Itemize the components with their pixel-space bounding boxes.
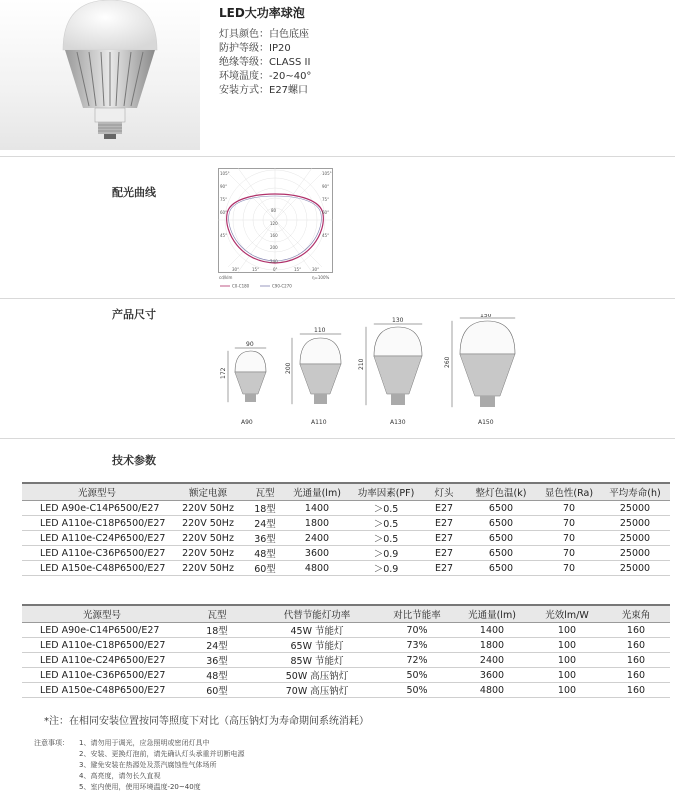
table-cell: E27 bbox=[424, 516, 464, 531]
unit-efficiency: η=100% bbox=[312, 275, 330, 280]
table-cell: ＞0.9 bbox=[348, 561, 424, 576]
angle-label-left-60: 60° bbox=[220, 210, 228, 215]
product-title: LED大功率球泡 bbox=[219, 6, 305, 20]
table-cell: 25000 bbox=[600, 546, 670, 561]
table-cell: 48型 bbox=[182, 668, 252, 683]
table-cell: 18型 bbox=[182, 623, 252, 638]
table-cell: 160 bbox=[602, 653, 670, 668]
dimension-drawings bbox=[210, 314, 530, 432]
table-cell: ＞0.9 bbox=[348, 546, 424, 561]
table-cell: 36型 bbox=[182, 653, 252, 668]
table-cell: 6500 bbox=[464, 561, 538, 576]
table-cell: 100 bbox=[532, 653, 602, 668]
table-cell: 70 bbox=[538, 501, 600, 516]
table-cell: 18型 bbox=[244, 501, 286, 516]
table-cell: 70 bbox=[538, 516, 600, 531]
col-header: 瓦型 bbox=[244, 483, 286, 501]
table-cell: 160 bbox=[602, 683, 670, 698]
table-cell: 70W 高压钠灯 bbox=[252, 683, 382, 698]
table-cell: LED A110e-C24P6500/E27 bbox=[22, 531, 172, 546]
dimension-a150 bbox=[444, 314, 515, 426]
angle-label-right-45: 45° bbox=[322, 233, 330, 238]
angle-label-right-75: 75° bbox=[322, 197, 330, 202]
notice-item: 3、避免安装在热源处及蒸汽腐蚀性气体场所 bbox=[79, 761, 217, 769]
spec-insulation: 绝缘等级：CLASS II bbox=[219, 57, 311, 68]
table-row bbox=[22, 668, 670, 683]
bottom-label-0: 0° bbox=[273, 267, 278, 272]
table-cell: E27 bbox=[424, 546, 464, 561]
table-cell: 3600 bbox=[286, 546, 348, 561]
table-cell: 1800 bbox=[286, 516, 348, 531]
table-cell: LED A110e-C36P6500/E27 bbox=[22, 546, 172, 561]
col-header: 对比节能率 bbox=[382, 605, 452, 623]
table-row bbox=[22, 683, 670, 698]
table-cell: 1400 bbox=[286, 501, 348, 516]
dim-a150-height: 260 bbox=[444, 356, 451, 368]
table-cell: E27 bbox=[424, 501, 464, 516]
radial-value-80: 80 bbox=[271, 208, 277, 213]
col-header: 显色性(Ra) bbox=[538, 483, 600, 501]
table-cell: LED A90e-C14P6500/E27 bbox=[22, 623, 182, 638]
col-header: 瓦型 bbox=[182, 605, 252, 623]
angle-label-right-60: 60° bbox=[322, 210, 330, 215]
table-cell: 6500 bbox=[464, 531, 538, 546]
table-cell: 73% bbox=[382, 638, 452, 653]
dim-a90-height: 172 bbox=[220, 367, 227, 379]
table-cell: 50% bbox=[382, 683, 452, 698]
table-cell: 160 bbox=[602, 668, 670, 683]
table-row bbox=[22, 561, 670, 576]
footnote: *注：在相同安装位置按同等照度下对比（高压钠灯为寿命期间系统消耗） bbox=[44, 716, 369, 727]
dim-a150-width: 150 bbox=[480, 314, 492, 319]
table-cell: E27 bbox=[424, 561, 464, 576]
spec-install: 安装方式：E27螺口 bbox=[219, 85, 309, 96]
table-cell: 45W 节能灯 bbox=[252, 623, 382, 638]
table-cell: 1800 bbox=[452, 638, 532, 653]
table-cell: 50% bbox=[382, 668, 452, 683]
notice-list bbox=[79, 738, 244, 793]
table-cell: 24型 bbox=[182, 638, 252, 653]
radial-value-120: 120 bbox=[270, 221, 278, 226]
dimension-a110 bbox=[285, 327, 341, 426]
col-header: 平均寿命(h) bbox=[600, 483, 670, 501]
dim-a110-height: 200 bbox=[285, 362, 292, 374]
table-cell: 48型 bbox=[244, 546, 286, 561]
table-cell: LED A110e-C36P6500/E27 bbox=[22, 668, 182, 683]
table-cell: LED A110e-C24P6500/E27 bbox=[22, 653, 182, 668]
table-cell: 25000 bbox=[600, 501, 670, 516]
table-cell: LED A110e-C18P6500/E27 bbox=[22, 638, 182, 653]
radial-value-200: 200 bbox=[270, 245, 278, 250]
table-cell: 70% bbox=[382, 623, 452, 638]
notice-item: 4、高亮度，请勿长久直视 bbox=[79, 772, 161, 780]
table-cell: 85W 节能灯 bbox=[252, 653, 382, 668]
radial-value-160: 160 bbox=[270, 233, 278, 238]
table-cell: 160 bbox=[602, 623, 670, 638]
notice-item: 2、安装、更换灯泡前，请先确认灯头承重并切断电源 bbox=[79, 750, 245, 758]
dim-a130-height: 210 bbox=[358, 358, 365, 370]
angle-label-left-105: 105° bbox=[220, 171, 230, 176]
table-cell: 25000 bbox=[600, 516, 670, 531]
table-cell: LED A110e-C18P6500/E27 bbox=[22, 516, 172, 531]
table-cell: ＞0.5 bbox=[348, 501, 424, 516]
col-header: 光源型号 bbox=[22, 483, 172, 501]
table-cell: E27 bbox=[424, 531, 464, 546]
dim-a90-width: 90 bbox=[246, 341, 254, 348]
col-header: 光效lm/W bbox=[532, 605, 602, 623]
notice-item: 5、室内使用，使用环境温度-20~40度 bbox=[79, 783, 201, 791]
table-row bbox=[22, 623, 670, 638]
col-header: 光源型号 bbox=[22, 605, 182, 623]
table-cell: 65W 节能灯 bbox=[252, 638, 382, 653]
section-light-curve: 配光曲线 bbox=[112, 186, 156, 199]
spec-color: 灯具颜色：白色底座 bbox=[219, 29, 309, 40]
table-cell: 100 bbox=[532, 683, 602, 698]
table-cell: ＞0.5 bbox=[348, 516, 424, 531]
divider bbox=[0, 438, 675, 439]
legend-c90-c270: C90-C270 bbox=[272, 283, 292, 289]
bottom-label-30-left: 30° bbox=[232, 267, 240, 272]
angle-label-left-75: 75° bbox=[220, 197, 228, 202]
spec-ip: 防护等级：IP20 bbox=[219, 43, 291, 54]
table-row bbox=[22, 638, 670, 653]
table-cell: 4800 bbox=[286, 561, 348, 576]
table-cell: 60型 bbox=[244, 561, 286, 576]
col-header: 灯头 bbox=[424, 483, 464, 501]
table-cell: 24型 bbox=[244, 516, 286, 531]
table-cell: 160 bbox=[602, 638, 670, 653]
table-cell: 220V 50Hz bbox=[172, 546, 244, 561]
table-cell: 220V 50Hz bbox=[172, 501, 244, 516]
col-header: 功率因素(PF) bbox=[348, 483, 424, 501]
table-cell: 25000 bbox=[600, 561, 670, 576]
dim-a90-label: A90 bbox=[241, 419, 253, 426]
table-cell: ＞0.5 bbox=[348, 531, 424, 546]
col-header: 整灯色温(k) bbox=[464, 483, 538, 501]
table-cell: 60型 bbox=[182, 683, 252, 698]
table-cell: 2400 bbox=[452, 653, 532, 668]
angle-label-right-90: 90° bbox=[322, 184, 330, 189]
table-cell: 100 bbox=[532, 668, 602, 683]
dim-a150-label: A150 bbox=[478, 419, 494, 426]
dim-a130-label: A130 bbox=[390, 419, 406, 426]
dim-a130-width: 130 bbox=[392, 317, 404, 324]
table-cell: 6500 bbox=[464, 546, 538, 561]
table-cell: LED A150e-C48P6500/E27 bbox=[22, 561, 172, 576]
table-cell: 70 bbox=[538, 546, 600, 561]
table-cell: 4800 bbox=[452, 683, 532, 698]
col-header: 光通量(lm) bbox=[286, 483, 348, 501]
radial-value-240: 240 bbox=[270, 259, 278, 264]
table-cell: 220V 50Hz bbox=[172, 531, 244, 546]
table-2-header-row bbox=[22, 605, 670, 623]
table-row bbox=[22, 516, 670, 531]
angle-label-left-45: 45° bbox=[220, 233, 228, 238]
table-cell: 70 bbox=[538, 531, 600, 546]
table-cell: LED A90e-C14P6500/E27 bbox=[22, 501, 172, 516]
spec-table-1 bbox=[22, 482, 670, 576]
divider bbox=[0, 156, 675, 157]
spec-table-2 bbox=[22, 604, 670, 698]
bottom-label-30-right: 30° bbox=[312, 267, 320, 272]
notice-item: 1、请勿用于调光，应急照明或密闭灯具中 bbox=[79, 739, 210, 747]
table-row bbox=[22, 501, 670, 516]
notice-title: 注意事项： bbox=[34, 739, 69, 747]
table-cell: 6500 bbox=[464, 516, 538, 531]
bottom-label-15-left: 15° bbox=[252, 267, 260, 272]
table-cell: 220V 50Hz bbox=[172, 561, 244, 576]
dimension-a130 bbox=[358, 317, 422, 426]
angle-label-left-90: 90° bbox=[220, 184, 228, 189]
product-specs bbox=[219, 28, 311, 98]
col-header: 代替节能灯功率 bbox=[252, 605, 382, 623]
table-1-header-row bbox=[22, 483, 670, 501]
bulb-photo bbox=[55, 0, 165, 140]
legend-c0-c180: C0-C180 bbox=[232, 283, 250, 289]
angle-label-right-105: 105° bbox=[322, 171, 332, 176]
table-cell: 36型 bbox=[244, 531, 286, 546]
table-cell: 3600 bbox=[452, 668, 532, 683]
table-cell: 220V 50Hz bbox=[172, 516, 244, 531]
dim-a110-width: 110 bbox=[314, 327, 326, 334]
col-header: 光通量(lm) bbox=[452, 605, 532, 623]
dim-a110-label: A110 bbox=[311, 419, 327, 426]
notice-block bbox=[34, 738, 434, 798]
table-cell: 100 bbox=[532, 623, 602, 638]
table-cell: 50W 高压钠灯 bbox=[252, 668, 382, 683]
table-cell: 72% bbox=[382, 653, 452, 668]
dimension-a90 bbox=[220, 341, 266, 426]
table-cell: 70 bbox=[538, 561, 600, 576]
table-row bbox=[22, 653, 670, 668]
table-cell: 100 bbox=[532, 638, 602, 653]
bottom-label-15-right: 15° bbox=[294, 267, 302, 272]
table-cell: 1400 bbox=[452, 623, 532, 638]
spec-temperature: 环境温度：-20~40° bbox=[219, 71, 312, 82]
divider bbox=[0, 298, 675, 299]
unit-cd-klm: cd/klm bbox=[219, 275, 233, 280]
section-tech-params: 技术参数 bbox=[112, 454, 156, 467]
table-cell: 2400 bbox=[286, 531, 348, 546]
polar-light-distribution-chart bbox=[218, 168, 333, 293]
table-cell: 25000 bbox=[600, 531, 670, 546]
table-row bbox=[22, 546, 670, 561]
table-row bbox=[22, 531, 670, 546]
section-dimensions: 产品尺寸 bbox=[112, 308, 156, 321]
table-cell: LED A150e-C48P6500/E27 bbox=[22, 683, 182, 698]
col-header: 光束角 bbox=[602, 605, 670, 623]
col-header: 额定电源 bbox=[172, 483, 244, 501]
table-cell: 6500 bbox=[464, 501, 538, 516]
